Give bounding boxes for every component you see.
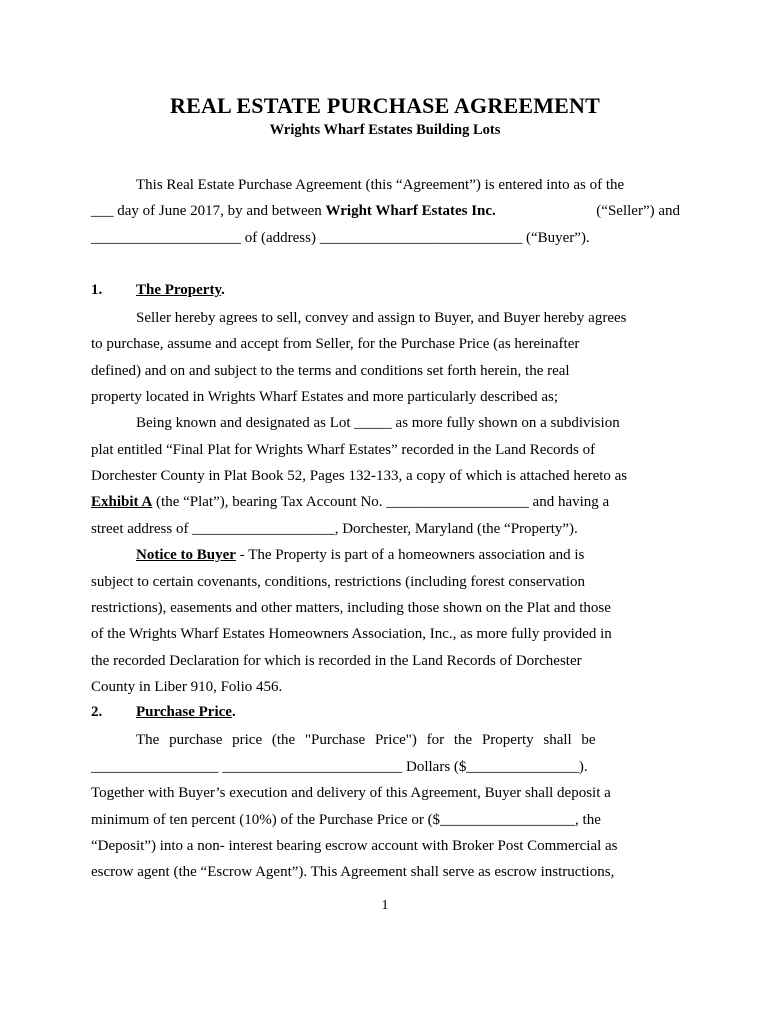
notice-line-6: County in Liber 910, Folio 456. xyxy=(91,679,283,695)
notice-to-buyer-label: Notice to Buyer xyxy=(136,547,236,563)
s2-line-1: The purchase price (the "Purchase Price") for the Property shall be xyxy=(136,732,596,748)
s1-p2-line-2: plat entitled “Final Plat for Wrights Wharf Estates” recorded in the Land Records of xyxy=(91,442,596,458)
s2-line-2: _________________ ________________________ Dollars ($_______________). xyxy=(91,759,588,775)
s1-p2-line-3: Dorchester County in Plat Book 52, Pages 132-133, a copy of which is attached hereto as xyxy=(91,468,628,484)
intro-line-3: ____________________ of (address) ___________________________ (“Buyer”). xyxy=(91,230,590,246)
section-1-heading: The Property. xyxy=(136,282,225,298)
s1-p1-line-3: defined) and on and subject to the terms and conditions set forth herein, the real xyxy=(91,363,570,379)
document-subtitle: Wrights Wharf Estates Building Lots xyxy=(269,122,501,138)
notice-line-3: restrictions), easements and other matters, including those shown on the Plat and those xyxy=(91,600,611,616)
notice-line-5: the recorded Declaration for which is recorded in the Land Records of Dorchester xyxy=(91,653,582,669)
exhibit-a-ref: Exhibit A xyxy=(91,494,153,510)
s2-line-4: minimum of ten percent (10%) of the Purchase Price or ($__________________, the xyxy=(91,812,601,828)
notice-line-4: of the Wrights Wharf Estates Homeowners Association, Inc., as more fully provided in xyxy=(91,626,612,642)
s1-p1-line-1: Seller hereby agrees to sell, convey and assign to Buyer, and Buyer hereby agrees xyxy=(136,310,627,326)
s1-p1-line-4: property located in Wrights Wharf Estates and more particularly described as; xyxy=(91,389,559,405)
page-number: 1 xyxy=(381,898,389,913)
s2-line-5: “Deposit”) into a non- interest bearing escrow account with Broker Post Commercial as xyxy=(91,838,618,854)
s1-p1-line-2: to purchase, assume and accept from Seller, for the Purchase Price (as hereinafter xyxy=(91,336,580,352)
section-2-number: 2. xyxy=(91,704,103,720)
s1-p2-line-1: Being known and designated as Lot _____ as more fully shown on a subdivision xyxy=(136,415,620,431)
section-2-heading: Purchase Price. xyxy=(136,704,236,720)
document-title: REAL ESTATE PURCHASE AGREEMENT xyxy=(170,93,600,118)
s2-line-6: escrow agent (the “Escrow Agent”). This Agreement shall serve as escrow instructions, xyxy=(91,864,615,880)
intro-line-1: This Real Estate Purchase Agreement (this “Agreement”) is entered into as of the xyxy=(136,177,625,193)
seller-name: Wright Wharf Estates Inc. xyxy=(325,203,496,219)
s1-p2-line-5: street address of ___________________, Dorchester, Maryland (the “Property”). xyxy=(91,521,578,537)
notice-line-1: Notice to Buyer - The Property is part of a homeowners association and is xyxy=(136,547,585,563)
notice-line-2: subject to certain covenants, conditions, restrictions (including forest conservation xyxy=(91,574,586,590)
intro-line-2: ___ day of June 2017, by and between Wright Wharf Estates Inc. (“Seller”) and xyxy=(91,203,680,219)
s2-line-3: Together with Buyer’s execution and delivery of this Agreement, Buyer shall deposit a xyxy=(91,785,611,801)
s1-p2-line-4: Exhibit A (the “Plat”), bearing Tax Account No. ___________________ and having a xyxy=(91,494,610,510)
section-1-number: 1. xyxy=(91,282,103,298)
